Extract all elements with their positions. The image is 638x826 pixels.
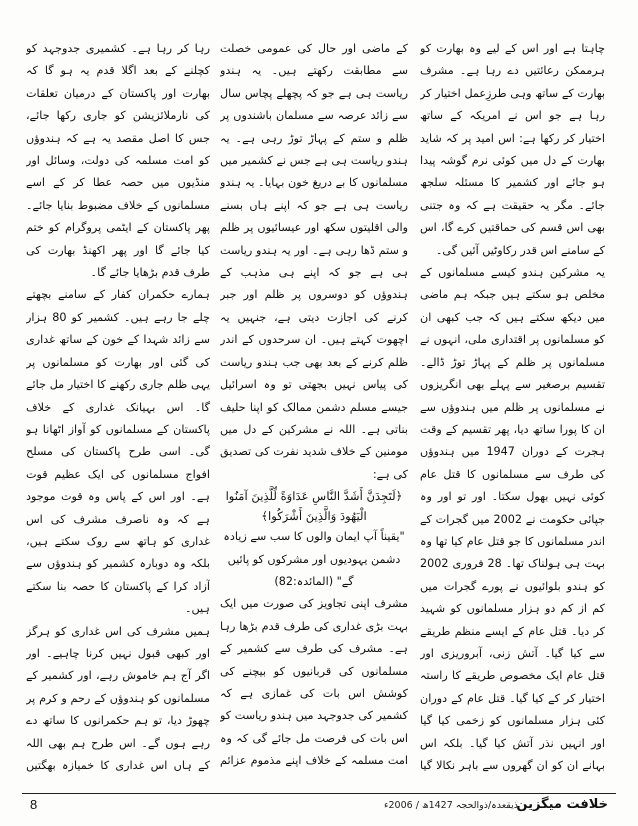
- text-column-left: [26, 38, 210, 778]
- paragraph: مشرف اپنی تجاویز کی صورت میں ایک بہت بڑی غداری کی طرف قدم بڑھا رہا ہے۔ مشرف کی طرف سے کشمیر کے مسلمانوں کی قربانیوں کو بیچنے کی کوشش اس بات کی غمازی ہے کہ کشمیر کی جدوجہد میں ہندو ریاست کو اس بات کی فرصت مل جائے گی کہ وہ امت مسلمہ کے خلاف اپنے مذموم عزائم: [220, 597, 408, 768]
- paragraph: یہ مشرکین ہندو کیسے مسلمانوں کے مخلص ہو سکتے ہیں جبکہ ہم ماضی میں دیکھ سکتے ہیں کہ جب کبھی ان کو مسلمانوں پر اقتداری ملی، انہوں نے مسلمانوں پر ظلم کے پہاڑ توڑ ڈالے۔ تقسیم برصغیر سے پہلے بھی انگریزوں نے مسلمانوں پر ظلم میں ہندوؤں سے ان کا پورا ساتھ دیا، پھر تقسیم کے وقت ہجرت کے دوران 1947 میں ہندوؤں کی طرف سے مسلمانوں کا قتل عام کوئی نہیں بھول سکتا۔ اور تو اور وہ جپائی حکومت نے 2002 میں گجرات کے اندر مسلمانوں کا جو قتل عام کیا تھا وہ بہت ہی ہولناک تھا۔ 28 فروری 2002 کو ہندو بلوائیوں نے پورے گجرات میں کم از کم دو ہزار مسلمانوں کو شہید کر دیا۔ قتل عام کے ایسے منظم طریقے سے کیا گیا۔ آتش زنی، آبروریزی اور قتل عام ایک مخصوص طریقے کا راستہ اختیار کر کے کیا گیا۔ قتل عام کے دوران کئی ہزار مسلمانوں کو زخمی کیا گیا اور انہیں نذر آتش کیا گیا۔ بلکہ اس بہانے ان کو ان گھروں سے باہر نکالا گیا: [420, 266, 605, 772]
- paragraph: چاہتا ہے اور اس کے لیے وہ بھارت کو ہرممکن رعائتیں دے رہا ہے۔ مشرف بھارت کے ساتھ وہی طرزِعمل اختیار کر رہا ہے جو اس نے امریکہ کے ساتھ اختیار کر رکھا ہے: اس امید پر کہ شاید بھارت کے دل میں کوئی نرم گوشہ پیدا ہو جائے اور کشمیر کا مسئلہ سلجھ جائے۔ مگر یہ حقیقت ہے کہ وہ جتنی بھی اس قسم کی حماقتیں کرے گا، اس کے سامنے اس قدر رکاوٹیں آئیں گی۔: [420, 42, 605, 257]
- text-column-middle: [220, 38, 408, 778]
- paragraph: ہمیں مشرف کی اس غداری کو ہرگز اور کبھی قبول نہیں کرنا چاہیے۔ اور اگر آج ہم خاموش رہے، اور کشمیر کے مسلمانوں کو ہندوؤں کے رحم و کرم پر چھوڑ دیا، تو ہم حکمرانوں کا ساتھ دے رہے ہوں گے۔ اس طرح ہم بھی اللہ کے ہاں اس غداری کا خمیازہ بھگتیں: [26, 624, 210, 772]
- quran-verse: ﴿لَتَجِدَنَّ أَشَدَّ النَّاسِ عَدَاوَةً لِّلَّذِينَ آمَنُوا الْيَهُودَ وَالَّذِينَ أَشْرَكُوا﴾: [225, 489, 403, 524]
- issue-date: ذیقعدہ/ذوالحجہ 1427ھ / 2006ء: [384, 800, 518, 811]
- page-number: 8: [30, 797, 38, 812]
- verse-translation: "یقیناً آپ ایمان والوں کا سب سے زیادہ دشمن یہودیوں اور مشرکوں کو پائیں گے" (المائدہ:82): [223, 530, 405, 588]
- magazine-title: خلافت میگزین: [516, 797, 608, 812]
- paragraph: ہمارے حکمران کفار کے سامنے بچھتے چلے جا رہے ہیں۔ کشمیر کو 80 ہزار سے زائد شہدا کے خون کے ساتھ غداری کی گئی اور بھارت کو مسلمانوں پر یہی ظلم جاری رکھنے کا اختیار مل جائے گا۔ اس بہیانک غداری کے خلاف پاکستان کے مسلمانوں کو آواز اٹھانا ہو گی۔ اسی طرح پاکستان کی مسلح افواج مسلمانوں کی ایک عظیم قوت ہے۔ اور اس کے پاس وہ قوت موجود ہے کہ وہ ناصرف مشرف کی اس غداری کو ہاتھ سے روک سکتے ہیں، بلکہ وہ دوبارہ کشمیر کو ہندوؤں سے آزاد کرا کے پاکستان کا حصہ بنا سکتے ہیں۔: [26, 288, 210, 616]
- footer-rule: [22, 793, 616, 794]
- paragraph: رہا کر رہا ہے۔ کشمیری جدوجہد کو کچلنے کے بعد اگلا قدم یہ ہو گا کہ بھارت اور پاکستان کے درمیان تعلقات کی نارملائزیشن کو جاری رکھا جائے، جس کا اصل مقصد یہ ہے کہ ہندوؤں کو امت مسلمہ کی دولت، وسائل اور منڈیوں میں حصہ عطا کر کے اسے مسلمانوں کے خلاف مضبوط بنایا جائے۔ پھر پاکستان کے ایٹمی پروگرام کو ختم کیا جائے گا اور پھر اکھنڈ بھارت کی طرف قدم بڑھایا جائے گا۔: [26, 42, 210, 280]
- text-column-right: [420, 38, 605, 778]
- paragraph: کے ماضی اور حال کی عمومی خصلت سے مطابقت رکھتے ہیں۔ یہ ہندو ریاست ہی ہے جو کہ پچھلے پچاس سال سے زائد عرصہ سے مسلمان باشندوں پر ظلم و ستم کے پہاڑ توڑ رہی ہے۔ یہ ہندو ریاست ہی ہے جس نے کشمیر میں مسلمانوں کا بے دریغ خون بہایا۔ یہ ہندو ریاست ہی ہے جو کہ اپنے ہاں بسنے والی اقلیتوں سکھ اور عیسائیوں پر ظلم و ستم ڈھا رہی ہے۔ اور یہ ہندو ریاست ہی ہے جو کہ اپنے ہی مذہب کے ہندوؤں کو دوسروں پر ظلم اور جبر کرنے کی اجازت دیتی ہے، جنہیں یہ اچھوت کہتے ہیں۔ ان سرحدوں کے اندر ظلم کرنے کے بعد بھی جب ہندو ریاست کی پیاس نہیں بجھتی تو وہ اسرائیل جیسے مسلم دشمن ممالک کو اپنا حلیف بناتی ہے۔ اللہ نے مشرکین کے دل میں مومنین کے خلاف شدید نفرت کی تصدیق کی ہے:: [220, 42, 408, 481]
